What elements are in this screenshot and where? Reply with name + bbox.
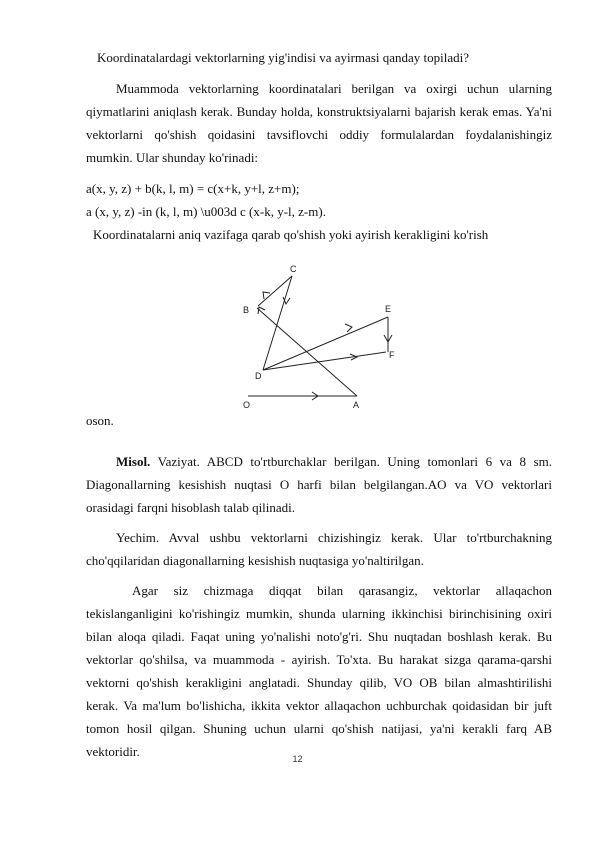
label-f: F bbox=[389, 350, 395, 360]
page-number: 12 bbox=[292, 754, 303, 764]
label-e: E bbox=[385, 304, 392, 314]
example-label: Misol. bbox=[116, 454, 151, 469]
arrow-ab bbox=[258, 307, 265, 314]
segment-dc bbox=[263, 276, 292, 370]
formula-difference: a (x, y, z) -in (k, l, m) \u003d c (x-k, y-l, z-m). bbox=[86, 204, 326, 219]
example-text: Vaziyat. ABCD to'rtburchaklar berilgan. Uning tomonlari 6 va 8 sm. Diagonallarning kesishish nuqtasi O harfi bilan belgilangan.AO va VO vektorlari orasidagi farqni hisoblash talab qilinadi. bbox=[86, 454, 552, 515]
formula-sum: a(x, y, z) + b(k, l, m) = c(x+k, y+l, z+m); bbox=[86, 181, 300, 196]
paragraph-intro: Muammoda vektorlarning koordinatalari berilgan va oxirgi uchun ularning qiymatlarini aniqlash kerak. Bunday holda, konstruktsiyalarni bajarish kerak emas. Ya'ni vektorlarni qo'shish qoidasini tavsiflovchi oddiy formulalardan foydalanishingiz mumkin. Ular shunday ko'rinadi: bbox=[86, 81, 552, 165]
vector-diagram bbox=[236, 262, 406, 412]
label-b: B bbox=[243, 305, 250, 315]
label-o: O bbox=[243, 400, 251, 410]
segment-ba bbox=[257, 308, 357, 396]
label-c: C bbox=[290, 264, 297, 274]
label-d: D bbox=[255, 371, 262, 381]
section-heading: Koordinatalardagi vektorlarning yig'indisi va ayirmasi qanday topiladi? bbox=[97, 50, 470, 65]
paragraph-coordinates: Koordinatalarni aniq vazifaga qarab qo'shish yoki ayirish kerakligini ko'rish bbox=[93, 227, 489, 242]
label-a: A bbox=[353, 400, 360, 410]
arrow-de bbox=[345, 324, 352, 332]
paragraph-example bbox=[86, 450, 552, 519]
paragraph-explanation: Agar siz chizmaga diqqat bilan qarasangiz, vektorlar allaqachon tekislanganligini ko'rishingiz mumkin, shunda ularning ikkinchisi birinchisining oxiri bilan aloqa qiladi. Faqat uning yo'nalishi noto'g'ri. Shu nuqtadan boshlash kerak. Bu vektorlar qo'shilsa, va muammoda - ayirish. To'xta. Bu harakat sizga qarama-qarshi vektorni qo'shish kerakligini anglatadi. Shunday qilib, VO OB bilan almashtirilishi kerak. Va ma'lum bo'lishicha, ikkita vektor allaqachon uchburchak qoidasidan bir juft tomon hosil qilgan. Shuning uchun ularni qo'shish natijasi, ya'ni kerakli farq AB vektoridir. bbox=[86, 583, 552, 759]
segment-de bbox=[263, 317, 388, 370]
paragraph-solution: Yechim. Avval ushbu vektorlarni chizishingiz kerak. Ular to'rtburchakning cho'qqilaridan diagonallarning kesishish nuqtasiga yo'naltirilgan. bbox=[86, 530, 552, 568]
paragraph-oson: oson. bbox=[86, 413, 114, 428]
